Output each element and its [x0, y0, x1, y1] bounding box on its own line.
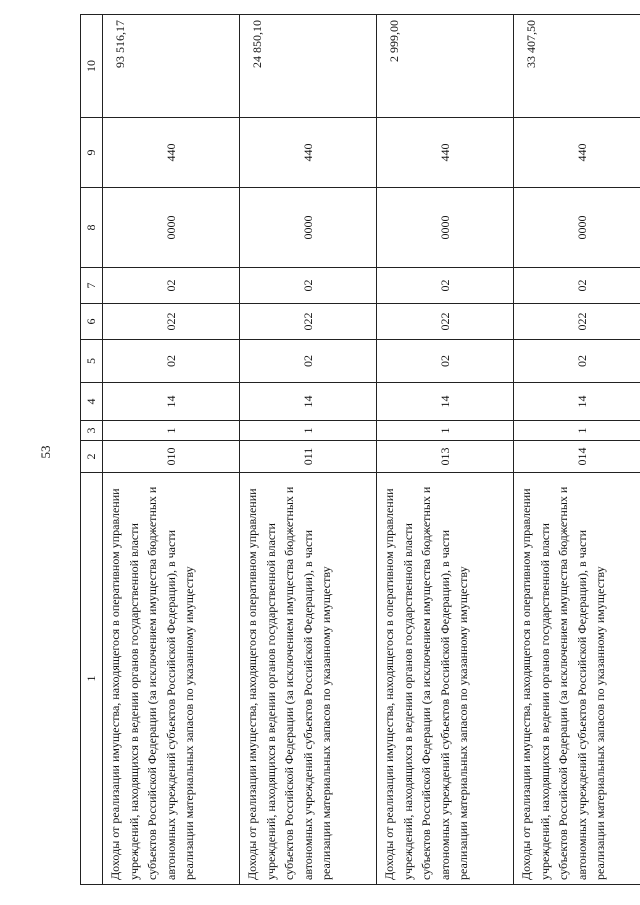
- code-cell: 14: [240, 383, 377, 421]
- column-number: 2: [81, 441, 103, 473]
- column-number: 9: [81, 118, 103, 188]
- code-cell: 013: [377, 441, 514, 473]
- column-number: 1: [81, 473, 103, 885]
- column-number: 3: [81, 421, 103, 441]
- code-cell: 02: [103, 268, 240, 304]
- income-description: Доходы от реализации имущества, находящегося в оперативном управлении учреждений, находящихся в ведении органов государственной власти субъектов Российской Федерации (за исключением имущества бюджетных и автономных учреждений субъектов Российской Федерации), в части реализации материальных запасов по указанному имуществу: [103, 473, 240, 885]
- column-number: 4: [81, 383, 103, 421]
- revenue-table: [80, 14, 640, 885]
- income-description: Доходы от реализации имущества, находящегося в оперативном управлении учреждений, находящихся в ведении органов государственной власти субъектов Российской Федерации (за исключением имущества бюджетных и автономных учреждений субъектов Российской Федерации), в части реализации материальных запасов по указанному имуществу: [514, 473, 640, 885]
- code-cell: 440: [103, 118, 240, 188]
- table-row: [240, 15, 377, 885]
- code-cell: 02: [377, 268, 514, 304]
- column-number: 10: [81, 15, 103, 118]
- column-number: 5: [81, 340, 103, 383]
- code-cell: 014: [514, 441, 640, 473]
- code-cell: 02: [514, 268, 640, 304]
- code-cell: 0000: [103, 188, 240, 268]
- amount-cell: 2 999,00: [377, 15, 514, 118]
- table-row: [514, 15, 640, 885]
- code-cell: 440: [514, 118, 640, 188]
- amount-cell: 93 516,17: [103, 15, 240, 118]
- code-cell: 0000: [514, 188, 640, 268]
- code-cell: 02: [240, 340, 377, 383]
- table-row: [103, 15, 240, 885]
- column-number: 8: [81, 188, 103, 268]
- code-cell: 0000: [377, 188, 514, 268]
- column-number: 7: [81, 268, 103, 304]
- table-row: [377, 15, 514, 885]
- code-cell: 022: [240, 304, 377, 340]
- code-cell: 010: [103, 441, 240, 473]
- amount-cell: 33 407,50: [514, 15, 640, 118]
- code-cell: 14: [514, 383, 640, 421]
- code-cell: 022: [103, 304, 240, 340]
- code-cell: 02: [240, 268, 377, 304]
- code-cell: 440: [377, 118, 514, 188]
- code-cell: 14: [377, 383, 514, 421]
- rotated-table-container: [80, 15, 610, 885]
- code-cell: 440: [240, 118, 377, 188]
- code-cell: 022: [377, 304, 514, 340]
- column-number-row: [81, 15, 103, 885]
- code-cell: 0000: [240, 188, 377, 268]
- code-cell: 02: [103, 340, 240, 383]
- income-description: Доходы от реализации имущества, находящегося в оперативном управлении учреждений, находящихся в ведении органов государственной власти субъектов Российской Федерации (за исключением имущества бюджетных и автономных учреждений субъектов Российской Федерации), в части реализации материальных запасов по указанному имуществу: [240, 473, 377, 885]
- code-cell: 14: [103, 383, 240, 421]
- code-cell: 02: [514, 340, 640, 383]
- column-number: 6: [81, 304, 103, 340]
- code-cell: 1: [240, 421, 377, 441]
- code-cell: 1: [514, 421, 640, 441]
- code-cell: 011: [240, 441, 377, 473]
- code-cell: 02: [377, 340, 514, 383]
- income-description: Доходы от реализации имущества, находящегося в оперативном управлении учреждений, находящихся в ведении органов государственной власти субъектов Российской Федерации (за исключением имущества бюджетных и автономных учреждений субъектов Российской Федерации), в части реализации материальных запасов по указанному имуществу: [377, 473, 514, 885]
- amount-cell: 24 850,10: [240, 15, 377, 118]
- page-number: 53: [38, 445, 53, 459]
- code-cell: 1: [377, 421, 514, 441]
- code-cell: 022: [514, 304, 640, 340]
- code-cell: 1: [103, 421, 240, 441]
